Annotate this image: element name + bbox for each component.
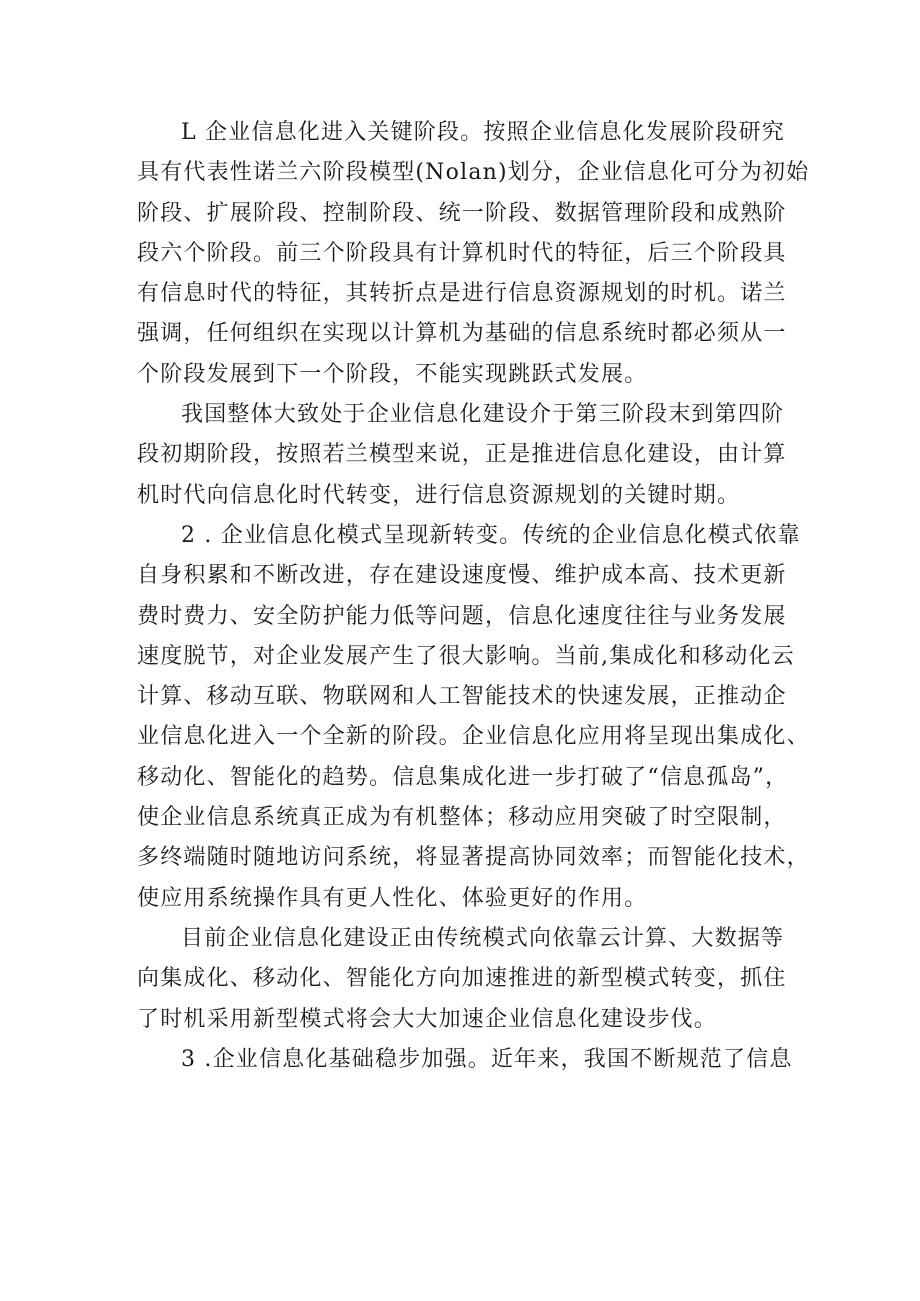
text-line: 阶段、扩展阶段、控制阶段、统一阶段、数据管理阶段和成熟阶 [137,200,787,226]
text-line: 2 . 企业信息化模式呈现新转变。传统的企业信息化模式依靠 [181,522,801,548]
text-line: 自身积累和不断改进，存在建设速度慢、维护成本高、技术更新 [137,563,787,589]
paragraph-1 [137,113,810,395]
text-line: 强调，任何组织在实现以计算机为基础的信息系统时都必须从一 [137,321,787,347]
text-line: 具有代表性诺兰六阶段模型(Nolan)划分，企业信息化可分为初始 [137,160,810,186]
text-line: 移动化、智能化的趋势。信息集成化进一步打破了“信息孤岛”， [137,764,789,790]
text-line: 费时费力、安全防护能力低等问题，信息化速度往往与业务发展 [137,603,787,629]
text-line: 计算、移动互联、物联网和人工智能技术的快速发展，正推动企 [137,684,787,710]
text-line: 机时代向信息化时代转变，进行信息资源规划的关键时期。 [137,482,741,508]
paragraph-4 [137,919,787,1040]
text-line: L 企业信息化进入关键阶段。按照企业信息化发展阶段研究 [181,120,786,145]
text-line: 使企业信息系统真正成为有机整体；移动应用突破了时空限制， [137,805,787,831]
text-line: 业信息化进入一个全新的阶段。企业信息化应用将呈现出集成化、 [137,724,810,750]
text-line: 目前企业信息化建设正由传统模式向依靠云计算、大数据等 [181,925,785,951]
text-line: 3 .企业信息化基础稳步加强。近年来，我国不断规范了信息 [181,1046,793,1072]
text-line: 使应用系统操作具有更人性化、体验更好的作用。 [137,885,648,911]
text-line: 段初期阶段，按照若兰模型来说，正是推进信息化建设，由计算 [137,442,787,468]
text-line: 了时机采用新型模式将会大大加速企业信息化建设步伐。 [137,1006,718,1032]
text-line: 我国整体大致处于企业信息化建设介于第三阶段末到第四阶 [181,402,785,428]
text-line: 个阶段发展到下一个阶段，不能实现跳跃式发展。 [137,361,648,387]
paragraph-2 [137,395,787,516]
text-line: 向集成化、移动化、智能化方向加速推进的新型模式转变，抓住 [137,966,787,992]
paragraph-5 [137,1040,793,1080]
paragraph-3 [137,516,810,919]
text-line: 速度脱节，对企业发展产生了很大影响。当前,集成化和移动化云 [137,643,795,669]
text-line: 多终端随时随地访问系统，将显著提高协同效率；而智能化技术， [137,845,810,871]
document-body [137,113,810,1080]
text-line: 有信息时代的特征，其转折点是进行信息资源规划的时机。诺兰 [137,281,787,307]
text-line: 段六个阶段。前三个阶段具有计算机时代的特征，后三个阶段具 [137,240,787,266]
